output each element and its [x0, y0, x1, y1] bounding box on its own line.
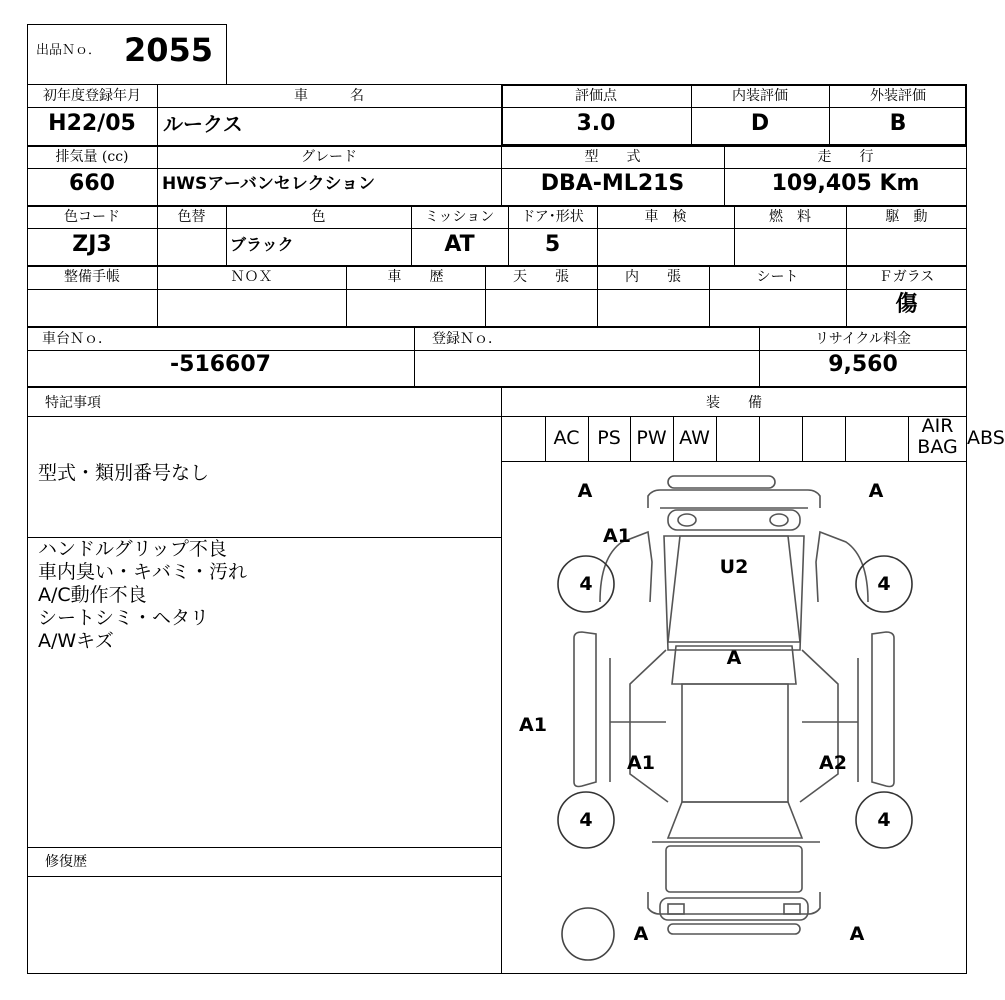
mark-wheel-rear-left: 4	[579, 809, 593, 831]
score-value: 3.0	[576, 111, 616, 136]
mission-value: AT	[444, 232, 475, 257]
score-label: 評価点	[575, 88, 617, 104]
color-label: 色	[311, 209, 326, 225]
displacement-value: 660	[69, 171, 115, 196]
mark-rear-right: A	[849, 923, 865, 945]
mileage-label: 走 行	[817, 149, 874, 165]
interior-value: D	[750, 111, 770, 136]
door-label: ドア･形状	[521, 209, 584, 225]
seat-label: シート	[756, 269, 799, 285]
color-code-label: 色コード	[64, 209, 120, 225]
color-code-value: ZJ3	[72, 232, 112, 257]
front-glass-value: 傷	[895, 292, 918, 317]
equipment-item: AW	[679, 427, 710, 449]
chassis-value: -516607	[170, 352, 271, 377]
front-glass-label: Ｆガラス	[878, 269, 935, 285]
fuel-label: 燃 料	[769, 209, 811, 225]
mark-rear-left: A	[633, 923, 649, 945]
equipment-item: ABS	[967, 427, 1005, 449]
mark-left-side: A1	[519, 714, 547, 736]
notes-lower-text: ハンドルグリップ不良 車内臭い・キバミ・汚れ A/C動作不良 シートシミ・ヘタリ A/Wキズ	[38, 538, 248, 652]
lot-number-box	[27, 24, 227, 85]
grade-label: グレード	[301, 149, 357, 165]
mark-roof: A	[726, 647, 742, 669]
repair-history-label: 修復歴	[45, 854, 87, 870]
recycle-fee-label: リサイクル料金	[814, 331, 912, 347]
history-label: 車 歴	[387, 269, 444, 285]
lining-label: 内 張	[625, 269, 681, 285]
registration-label: 登録Ｎｏ．	[432, 331, 502, 347]
mark-left-door: A1	[627, 752, 655, 774]
maintenance-book-label: 整備手帳	[64, 269, 120, 285]
notes-label: 特記事項	[45, 395, 101, 411]
drive-label: 駆 動	[885, 209, 928, 225]
model-value: DBA-ML21S	[540, 171, 685, 196]
lot-number: 2055	[124, 31, 214, 69]
door-value: 5	[544, 232, 561, 257]
interior-label: 内装評価	[732, 88, 788, 104]
mark-windshield: U2	[719, 556, 749, 578]
inspection-label: 車 検	[644, 209, 687, 225]
mark-front-left-corner: A	[577, 480, 593, 502]
mark-wheel-front-left: 4	[579, 573, 593, 595]
mark-wheel-front-right: 4	[877, 573, 891, 595]
car-condition-diagram	[502, 462, 966, 973]
model-label: 型 式	[584, 149, 641, 165]
mileage-value: 109,405 Km	[771, 171, 920, 196]
lot-number-label: 出品Ｎｏ．	[36, 43, 102, 58]
chassis-label: 車台Ｎｏ．	[42, 331, 112, 347]
equipment-item: PS	[597, 427, 621, 449]
notes-upper-text: 型式・類別番号なし	[38, 462, 210, 484]
mark-front-right-corner: A	[868, 480, 884, 502]
equipment-item: PW	[636, 427, 667, 449]
displacement-label: 排気量 (cc)	[55, 149, 129, 165]
exterior-value: B	[889, 111, 907, 136]
mark-hood: A1	[603, 525, 631, 547]
equipment-label: 装 備	[706, 395, 762, 411]
equipment-item: AIR BAG	[917, 415, 958, 458]
first-reg-label: 初年度登録年月	[43, 88, 141, 104]
repaint-label: 色替	[177, 209, 206, 225]
equipment-item: AC	[553, 427, 580, 449]
mark-right-door: A2	[819, 752, 847, 774]
exterior-label: 外装評価	[870, 88, 926, 104]
mission-label: ミッション	[424, 209, 495, 225]
color-value: ブラック	[230, 235, 294, 254]
nox-label: ＮＯＸ	[230, 269, 273, 285]
ceiling-label: 天 張	[513, 269, 569, 285]
car-name-label: 車 名	[294, 88, 364, 104]
car-name-value: ルークス	[163, 112, 243, 136]
first-reg-value: H22/05	[48, 111, 136, 136]
mark-wheel-rear-right: 4	[877, 809, 891, 831]
recycle-fee-value: 9,560	[828, 352, 898, 377]
grade-value: HWSアーバンセレクション	[162, 174, 376, 194]
